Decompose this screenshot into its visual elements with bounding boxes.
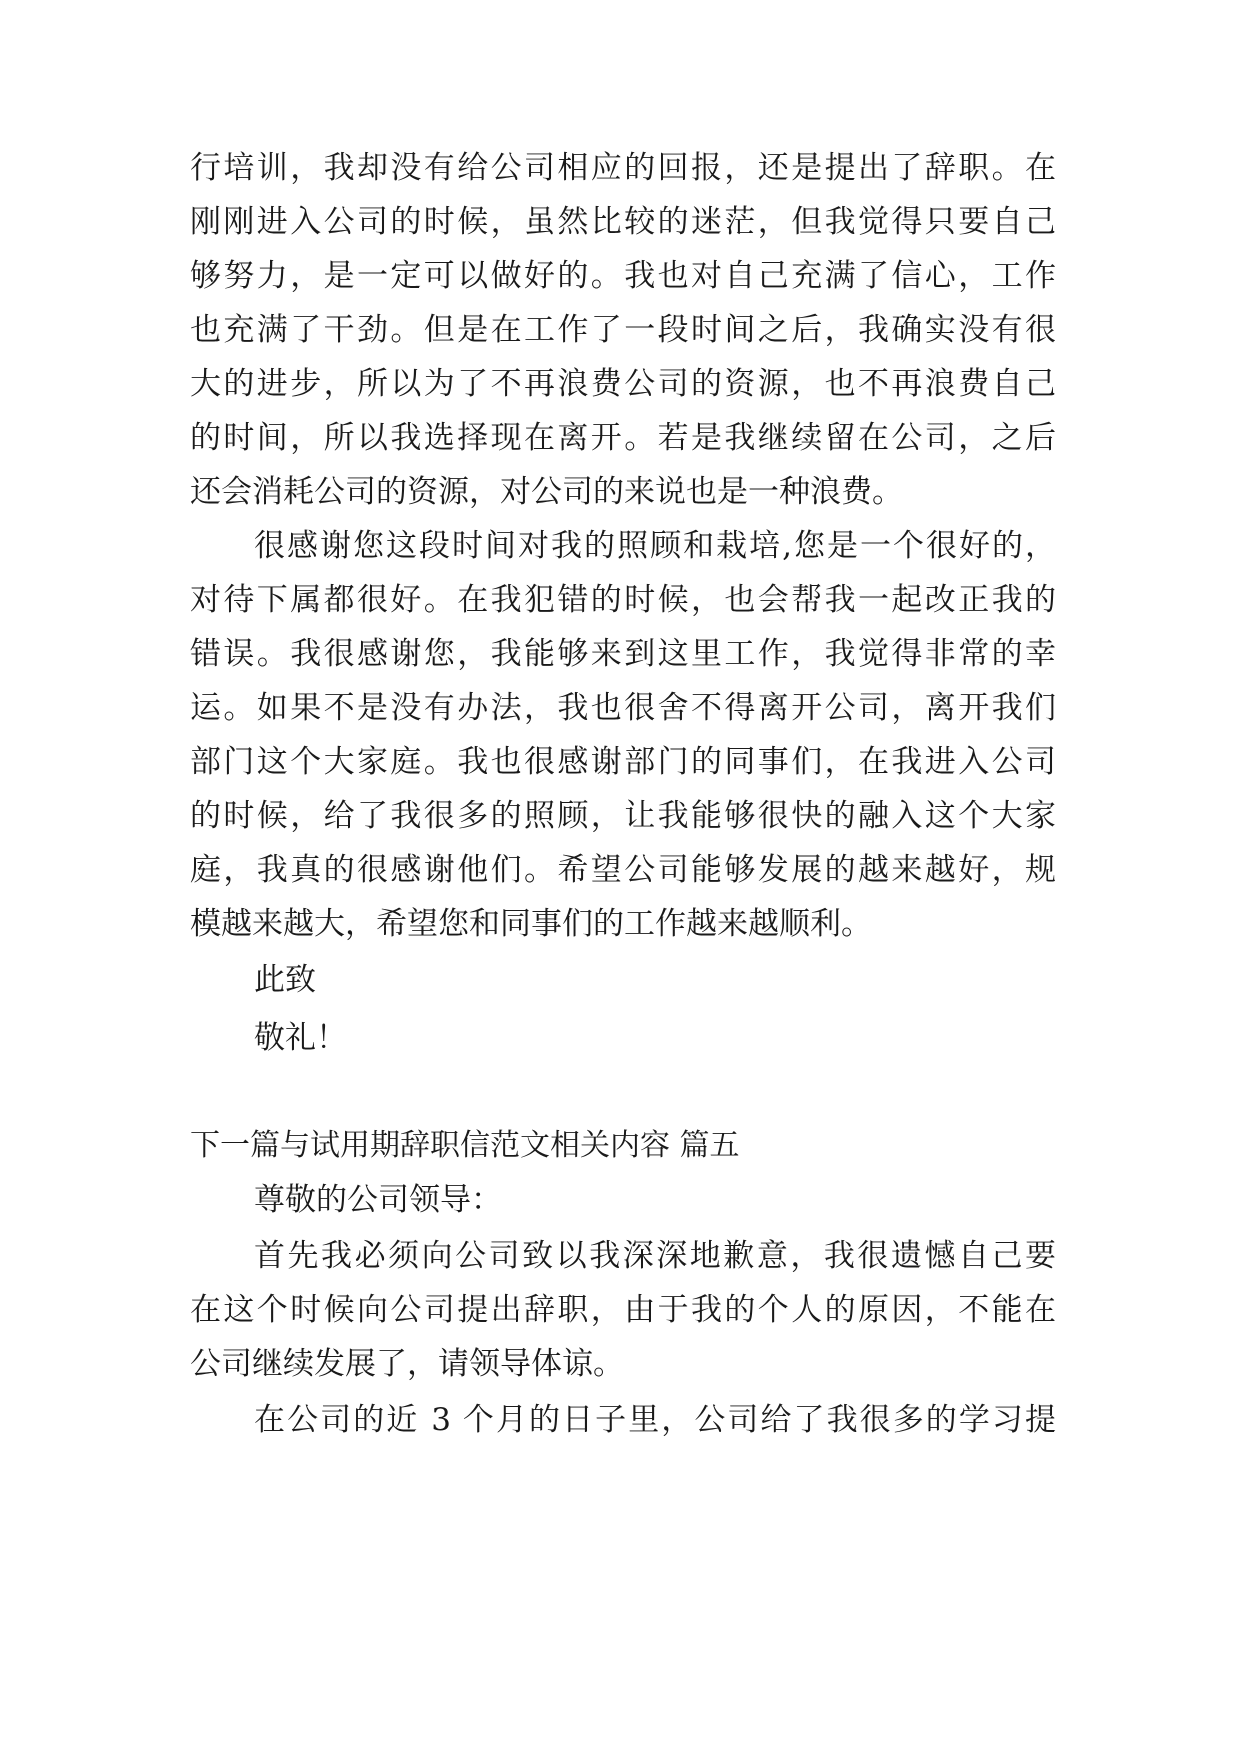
paragraph-line: 也充满了干劲。但是在工作了一段时间之后，我确实没有很 [190, 312, 1056, 348]
paragraph-line: 在这个时候向公司提出辞职，由于我的个人的原因，不能在 [190, 1292, 1056, 1328]
closing-line: 敬礼！ [254, 1020, 347, 1056]
paragraph-line: 刚刚进入公司的时候，虽然比较的迷茫，但我觉得只要自己 [190, 204, 1056, 240]
paragraph-line: 还会消耗公司的资源，对公司的来说也是一种浪费。 [190, 474, 903, 510]
section-heading: 下一篇与试用期辞职信范文相关内容 篇五 [190, 1128, 740, 1163]
paragraph-line: 庭，我真的很感谢他们。希望公司能够发展的越来越好，规 [190, 852, 1056, 888]
paragraph-line: 大的进步，所以为了不再浪费公司的资源，也不再浪费自己 [190, 366, 1056, 402]
paragraph-line: 的时候，给了我很多的照顾，让我能够很快的融入这个大家 [190, 798, 1056, 834]
paragraph-line: 在公司的近 3 个月的日子里，公司给了我很多的学习提 [254, 1402, 1056, 1438]
paragraph-line: 错误。我很感谢您，我能够来到这里工作，我觉得非常的幸 [190, 636, 1056, 672]
paragraph-line: 的时间，所以我选择现在离开。若是我继续留在公司，之后 [190, 420, 1056, 456]
paragraph-line: 行培训，我却没有给公司相应的回报，还是提出了辞职。在 [190, 150, 1056, 186]
paragraph-line: 够努力，是一定可以做好的。我也对自己充满了信心，工作 [190, 258, 1056, 294]
salutation: 尊敬的公司领导： [254, 1182, 502, 1218]
paragraph-line: 首先我必须向公司致以我深深地歉意，我很遗憾自己要 [254, 1238, 1056, 1274]
paragraph-line: 很感谢您这段时间对我的照顾和栽培,您是一个很好的， [254, 528, 1056, 564]
closing-line: 此致 [254, 962, 316, 998]
paragraph-line: 公司继续发展了，请领导体谅。 [190, 1346, 624, 1382]
paragraph-line: 运。如果不是没有办法，我也很舍不得离开公司，离开我们 [190, 690, 1056, 726]
paragraph-line: 对待下属都很好。在我犯错的时候，也会帮我一起改正我的 [190, 582, 1056, 618]
paragraph-line: 模越来越大，希望您和同事们的工作越来越顺利。 [190, 906, 872, 942]
paragraph-line: 部门这个大家庭。我也很感谢部门的同事们，在我进入公司 [190, 744, 1056, 780]
